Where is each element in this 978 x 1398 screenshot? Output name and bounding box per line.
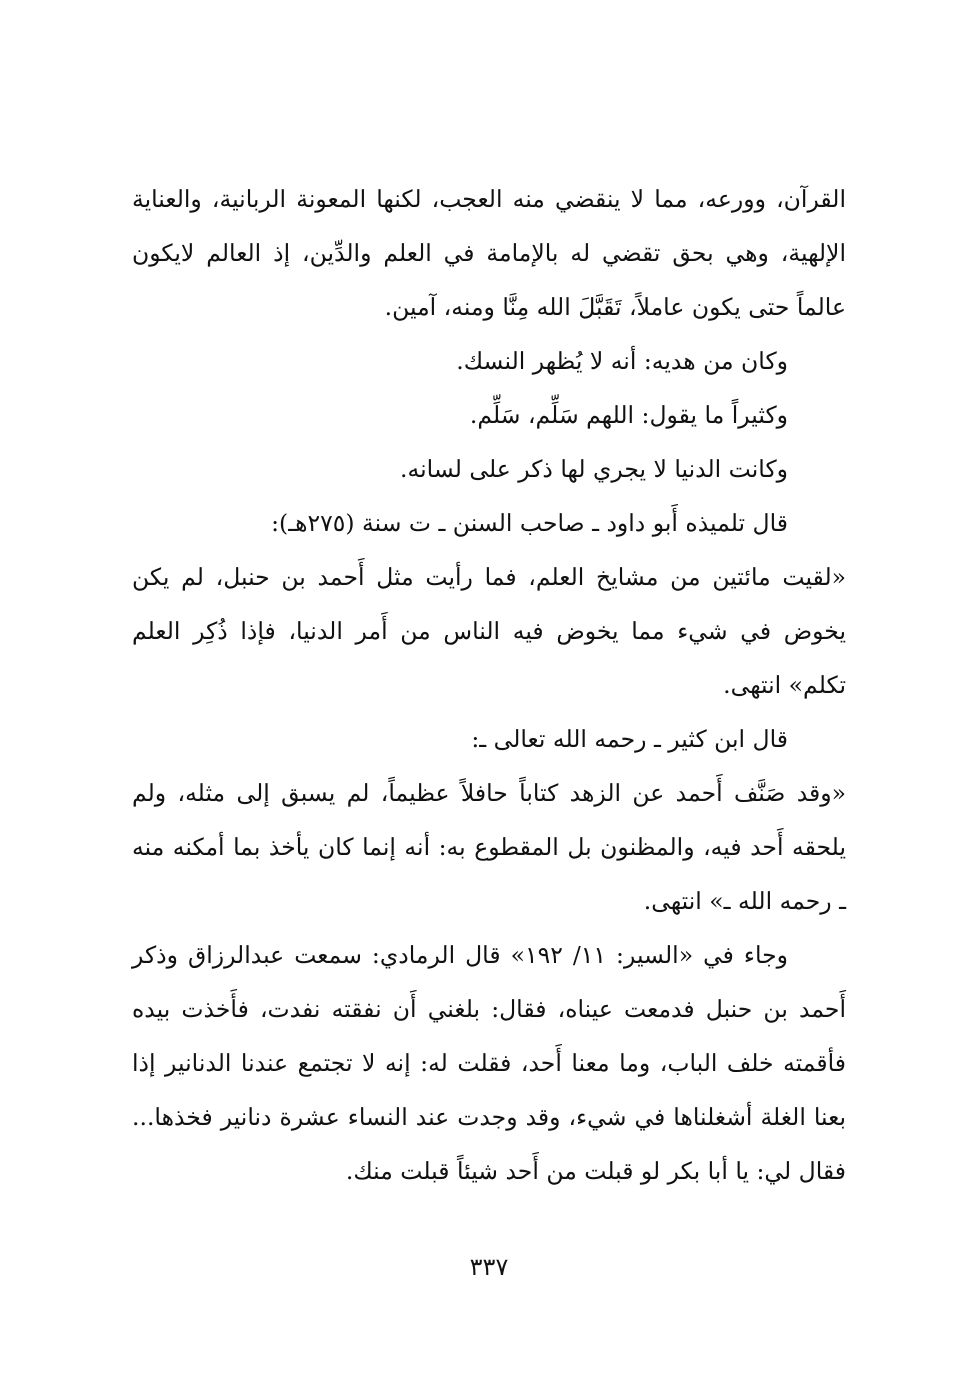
paragraph-2: وكان من هديه: أنه لا يُظهر النسك.: [456, 347, 788, 375]
quote-ibn-kathir: «وقد صَنَّف أَحمد عن الزهد كتاباً حافلاً عظيماً، لم يسبق إلى مثله، ولم يلحقه أَحد فيه، والمظنون بل المقطوع به: أنه إنما كان يأخذ بما أمكنه منه ـ رحمه الله ـ» انتهى.: [132, 779, 846, 915]
paragraph-1: القرآن، وورعه، مما لا ينقضي منه العجب، لكنها المعونة الربانية، والعناية الإلهية، وهي بحق تقضي له بالإمامة في العلم والدِّين، إذ العالم لايكون عالماً حتى يكون عاملاً، تَقَبَّلَ الله مِنَّا ومنه، آمين.: [132, 185, 846, 321]
quote-abu-dawud: «لقيت مائتين من مشايخ العلم، فما رأيت مثل أَحمد بن حنبل، لم يكن يخوض في شيء مما يخوض فيه الناس من أَمر الدنيا، فإذا ذُكِر العلم تكلم» انتهى.: [132, 563, 846, 699]
page-body: [132, 172, 846, 1198]
paragraph-4: وكانت الدنيا لا يجري لها ذكر على لسانه.: [400, 455, 788, 483]
paragraph-5: قال تلميذه أَبو داود ـ صاحب السنن ـ ت سنة (٢٧٥هـ):: [271, 509, 788, 537]
paragraph-7: قال ابن كثير ـ رحمه الله تعالى ـ:: [471, 725, 788, 753]
paragraph-9: وجاء في «السير: ١١/ ١٩٢» قال الرمادي: سمعت عبدالرزاق وذكر أَحمد بن حنبل فدمعت عيناه، فقال: بلغني أَن نفقته نفدت، فأَخذت بيده فأقمته خلف الباب، وما معنا أَحد، فقلت له: إنه لا تجتمع عندنا الدنانير إذا بعنا الغلة أشغلناها في شيء، وقد وجدت عند النساء عشرة دنانير فخذها... فقال لي: يا أبا بكر لو قبلت من أَحد شيئاً قبلت منك.: [132, 941, 846, 1185]
paragraph-3: وكثيراً ما يقول: اللهم سَلِّم، سَلِّم.: [469, 401, 788, 429]
page-number: ٣٣٧: [469, 1253, 509, 1281]
